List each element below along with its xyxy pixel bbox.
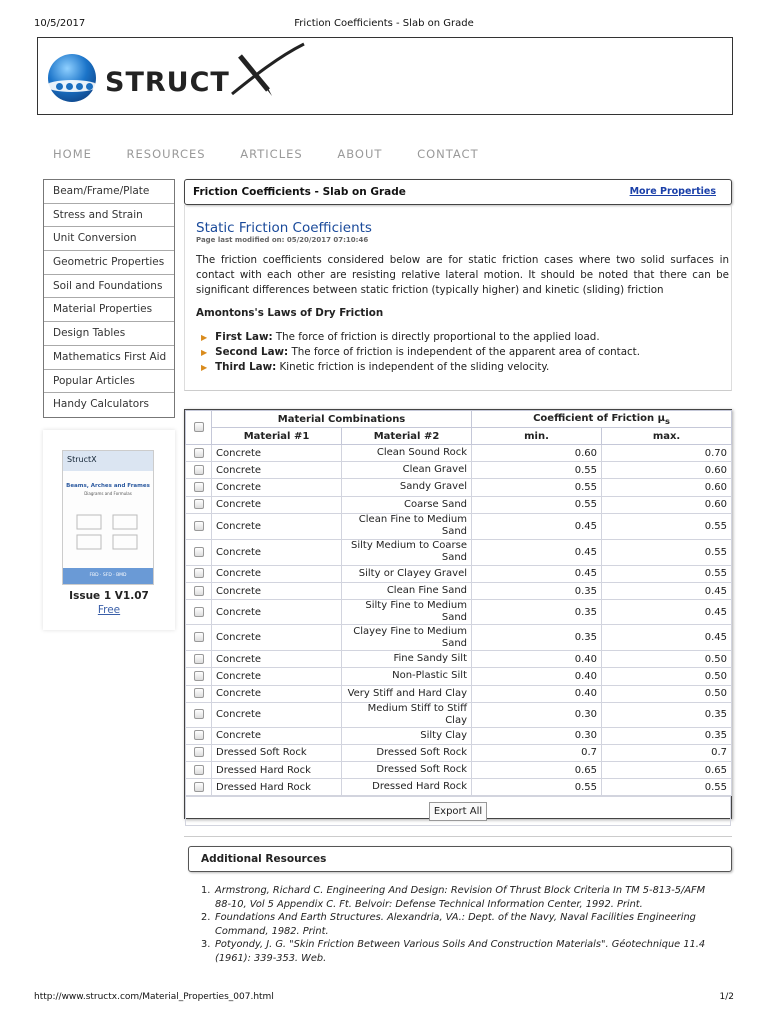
row-checkbox[interactable] [194,765,204,775]
table-body [186,445,732,796]
col-min[interactable]: min. [472,428,602,445]
row-checkbox[interactable] [194,499,204,509]
cell-min: 0.45 [472,565,602,582]
cell-min: 0.55 [472,779,602,796]
sidebar-item-stress-strain[interactable]: Stress and Strain [44,204,174,228]
table-row[interactable] [186,702,732,727]
row-checkbox[interactable] [194,632,204,642]
cell-min: 0.35 [472,582,602,599]
section-heading: Static Friction Coefficients [196,220,372,236]
table-row[interactable] [186,685,732,702]
cell-max: 0.50 [602,668,732,685]
cell-min: 0.40 [472,668,602,685]
cell-material-2: Non-Plastic Silt [342,668,472,685]
row-checkbox-cell [186,496,212,513]
law-item: ▶ Third Law: Kinetic friction is independent of the sliding velocity. [201,360,640,375]
table-row[interactable] [186,496,732,513]
header-material-combinations: Material Combinations [212,411,472,428]
table-row[interactable] [186,582,732,599]
table-row[interactable] [186,744,732,761]
row-checkbox-cell [186,685,212,702]
col-max[interactable]: max. [602,428,732,445]
cell-max: 0.45 [602,582,732,599]
book-cover-subtitle: Diagrams and Formulas [84,491,132,496]
book-cover-bar: FBD · SFD · BMD [63,568,153,584]
page-header-bar [184,179,732,205]
cell-material-1: Concrete [212,513,342,539]
cell-max: 0.60 [602,462,732,479]
row-checkbox[interactable] [194,586,204,596]
cell-material-2: Clean Fine to Medium Sand [342,513,472,539]
cell-max: 0.60 [602,496,732,513]
cell-max: 0.55 [602,779,732,796]
table-row[interactable] [186,445,732,462]
table-row[interactable] [186,668,732,685]
nav-contact[interactable]: CONTACT [417,147,479,161]
row-checkbox[interactable] [194,607,204,617]
resources-heading: Additional Resources [201,853,327,865]
cell-material-1: Concrete [212,625,342,651]
row-checkbox[interactable] [194,482,204,492]
intro-paragraph: The friction coefficients considered below are for static friction cases where two solid surfaces in contact with each other are resisting relative lateral motion. It should be noted that there can be significant differences between static friction (typically higher) and kinetic (sliding) friction [196,254,729,296]
row-checkbox-cell [186,513,212,539]
header-coefficient: Coefficient of Friction $\mu_s$ [472,411,732,428]
cell-min: 0.35 [472,600,602,625]
row-checkbox-cell [186,539,212,565]
cell-max: 0.60 [602,479,732,496]
cell-material-1: Concrete [212,702,342,727]
row-checkbox-cell [186,651,212,668]
table-row[interactable] [186,727,732,744]
table-row[interactable] [186,625,732,651]
row-checkbox[interactable] [194,654,204,664]
row-checkbox[interactable] [194,671,204,681]
cell-material-2: Clean Gravel [342,462,472,479]
cell-max: 0.50 [602,651,732,668]
cell-max: 0.70 [602,445,732,462]
sidebar-item-beam-frame-plate[interactable]: Beam/Frame/Plate [44,180,174,204]
print-url: http://www.structx.com/Material_Properties_007.html [34,992,274,1002]
sidebar-item-design-tables[interactable]: Design Tables [44,322,174,346]
friction-table-container [184,409,732,819]
more-properties-link[interactable]: More Properties [629,186,716,197]
cell-material-1: Concrete [212,600,342,625]
row-checkbox-cell [186,625,212,651]
site-logo-banner[interactable] [37,37,733,115]
cell-material-1: Concrete [212,582,342,599]
cell-material-2: Coarse Sand [342,496,472,513]
law-item: ▶ Second Law: The force of friction is independent of the apparent area of contact. [201,345,640,360]
book-free-link[interactable]: Free [97,604,121,616]
table-row[interactable] [186,565,732,582]
book-issue: Issue 1 V1.07 [69,590,149,602]
cell-max: 0.55 [602,565,732,582]
cell-material-2: Silty Fine to Medium Sand [342,600,472,625]
article-content [184,205,732,391]
friction-table [185,410,732,796]
cell-material-2: Very Stiff and Hard Clay [342,685,472,702]
cell-min: 0.55 [472,496,602,513]
reference-item: 2. Foundations And Earth Structures. Alexandria, VA.: Dept. of the Navy, Naval Facilities Engineering Command, 1982. Print. [201,912,696,937]
cell-material-1: Dressed Hard Rock [212,779,342,796]
table-row[interactable] [186,651,732,668]
cell-max: 0.55 [602,539,732,565]
sidebar-item-geometric-properties[interactable]: Geometric Properties [44,251,174,275]
row-checkbox[interactable] [194,568,204,578]
book-cover-title: Beams, Arches and Frames [66,483,150,489]
table-row[interactable] [186,779,732,796]
top-navigation [53,147,509,161]
cell-material-1: Dressed Soft Rock [212,744,342,761]
cell-material-2: Dressed Soft Rock [342,762,472,779]
nav-home[interactable]: HOME [53,147,92,161]
row-checkbox-cell [186,744,212,761]
export-row [185,796,731,826]
table-row[interactable] [186,462,732,479]
print-date: 10/5/2017 [34,18,86,29]
sidebar-item-handy-calculators[interactable]: Handy Calculators [53,398,149,411]
select-all-checkbox-cell [186,411,212,445]
sidebar-item-mathematics-first-aid[interactable]: Mathematics First Aid [44,346,174,370]
sidebar-item-soil-foundations[interactable]: Soil and Foundations [44,275,174,299]
cell-material-1: Concrete [212,565,342,582]
row-checkbox[interactable] [194,730,204,740]
cell-max: 0.35 [602,727,732,744]
frame-diagram-icon [73,509,145,553]
cell-material-1: Concrete [212,651,342,668]
divider [184,836,732,837]
row-checkbox[interactable] [194,465,204,475]
book-brand: StructX [67,455,97,464]
row-checkbox[interactable] [194,709,204,719]
last-modified: Page last modified on: 05/20/2017 07:10:46 [196,236,369,244]
row-checkbox-cell [186,762,212,779]
book-cover-image[interactable] [62,450,154,585]
nav-about[interactable]: ABOUT [337,147,383,161]
row-checkbox-cell [186,565,212,582]
cell-max: 0.45 [602,625,732,651]
cell-material-2: Clean Sound Rock [342,445,472,462]
cell-max: 0.35 [602,702,732,727]
row-checkbox[interactable] [194,747,204,757]
cell-max: 0.7 [602,744,732,761]
page-title: Friction Coefficients - Slab on Grade [193,186,406,198]
row-checkbox-cell [186,462,212,479]
row-checkbox-cell [186,668,212,685]
cell-min: 0.60 [472,445,602,462]
row-checkbox-cell [186,479,212,496]
pencil-x-logo-icon [228,42,308,102]
nav-resources[interactable]: RESOURCES [126,147,206,161]
row-checkbox-cell [186,582,212,599]
row-checkbox-cell [186,727,212,744]
cell-material-1: Dressed Hard Rock [212,762,342,779]
cell-material-1: Concrete [212,496,342,513]
cell-min: 0.30 [472,702,602,727]
cell-material-2: Sandy Gravel [342,479,472,496]
cell-min: 0.55 [472,479,602,496]
print-page: 1/2 [719,992,734,1002]
table-row[interactable] [186,513,732,539]
cell-material-1: Concrete [212,539,342,565]
cell-max: 0.55 [602,513,732,539]
laws-list [201,330,640,375]
print-footer [34,992,734,1004]
cell-material-1: Concrete [212,668,342,685]
row-checkbox[interactable] [194,688,204,698]
table-row[interactable] [186,600,732,625]
select-all-checkbox[interactable] [194,422,204,432]
cell-material-2: Silty or Clayey Gravel [342,565,472,582]
logo-wordmark: STRUCT [105,67,230,98]
nav-articles[interactable]: ARTICLES [240,147,303,161]
references [201,884,715,965]
row-checkbox-cell [186,779,212,796]
book-promo [43,430,175,630]
row-checkbox-cell [186,600,212,625]
laws-heading: Amontons's Laws of Dry Friction [196,307,384,319]
reference-item: 1. Armstrong, Richard C. Engineering And Design: Revision Of Thrust Block Criteria In TM 5-813-5/AFM 88-10, Vol 5 Appendix C. Ft. Belvoir: Defense Technical Information Center, 1992. Print. [201,885,706,910]
reference-item: 3. Potyondy, J. G. "Skin Friction Between Various Soils And Construction Materials". Géotechnique 11.4 (1961): 339-353. Web. [201,939,706,964]
cell-min: 0.45 [472,513,602,539]
sidebar-item-popular-articles[interactable]: Popular Articles [44,370,174,394]
row-checkbox[interactable] [194,521,204,531]
cell-material-1: Concrete [212,462,342,479]
globe-logo-icon [48,54,96,102]
row-checkbox[interactable] [194,547,204,557]
cell-min: 0.40 [472,651,602,668]
row-checkbox[interactable] [194,782,204,792]
cell-min: 0.35 [472,625,602,651]
cell-material-2: Silty Clay [342,727,472,744]
cell-min: 0.40 [472,685,602,702]
cell-min: 0.30 [472,727,602,744]
table-row[interactable] [186,762,732,779]
cell-material-2: Medium Stiff to Stiff Clay [342,702,472,727]
export-all-button[interactable]: Export All [429,802,487,821]
table-row[interactable] [186,479,732,496]
cell-material-1: Concrete [212,479,342,496]
law-item: ▶ First Law: The force of friction is directly proportional to the applied load. [201,330,640,345]
cell-max: 0.50 [602,685,732,702]
cell-material-2: Dressed Soft Rock [342,744,472,761]
row-checkbox-cell [186,445,212,462]
sidebar-item-unit-conversion[interactable]: Unit Conversion [44,227,174,251]
sidebar-menu [43,179,175,418]
cell-material-2: Silty Medium to Coarse Sand [342,539,472,565]
sidebar-item-material-properties[interactable]: Material Properties [44,298,174,322]
print-title: Friction Coefficients - Slab on Grade [294,18,474,29]
col-material-1[interactable]: Material #1 [212,428,342,445]
cell-material-2: Dressed Hard Rock [342,779,472,796]
print-header [34,18,734,30]
cell-max: 0.45 [602,600,732,625]
cell-material-2: Fine Sandy Silt [342,651,472,668]
cell-max: 0.65 [602,762,732,779]
cell-min: 0.55 [472,462,602,479]
cell-min: 0.7 [472,744,602,761]
col-material-2[interactable]: Material #2 [342,428,472,445]
cell-material-1: Concrete [212,727,342,744]
cell-material-1: Concrete [212,445,342,462]
cell-min: 0.45 [472,539,602,565]
cell-material-2: Clean Fine Sand [342,582,472,599]
table-row[interactable] [186,539,732,565]
row-checkbox-cell [186,702,212,727]
row-checkbox[interactable] [194,448,204,458]
cell-min: 0.65 [472,762,602,779]
cell-material-2: Clayey Fine to Medium Sand [342,625,472,651]
cell-material-1: Concrete [212,685,342,702]
resources-header [188,846,732,872]
